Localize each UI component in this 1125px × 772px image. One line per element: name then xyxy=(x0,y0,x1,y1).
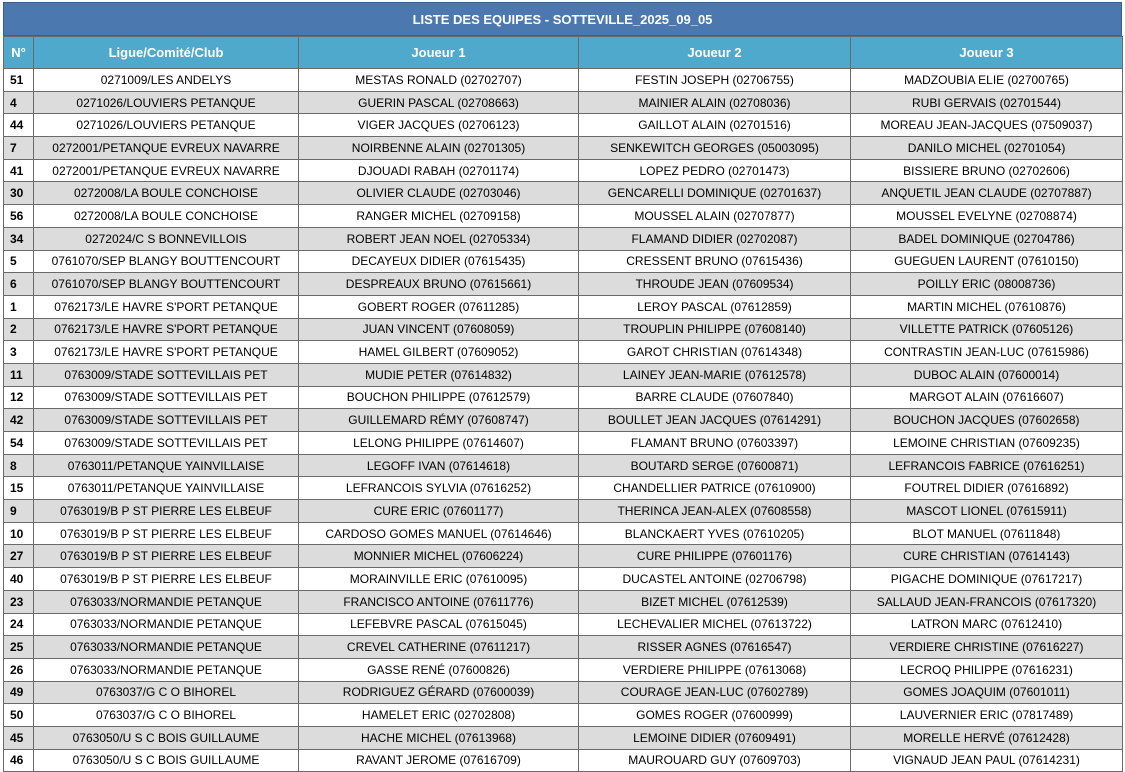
club-cell: 0763033/NORMANDIE PETANQUE xyxy=(34,613,299,636)
table-row xyxy=(4,137,1123,160)
player-1-cell: NOIRBENNE ALAIN (02701305) xyxy=(299,137,579,160)
table-row xyxy=(4,749,1123,772)
player-1-cell: DESPREAUX BRUNO (07615661) xyxy=(299,273,579,296)
table-row xyxy=(4,681,1123,704)
player-3-cell: LEMOINE CHRISTIAN (07609235) xyxy=(851,432,1123,455)
player-3-cell: VIGNAUD JEAN PAUL (07614231) xyxy=(851,749,1123,772)
team-number: 50 xyxy=(4,704,34,727)
team-number: 34 xyxy=(4,227,34,250)
table-row xyxy=(4,318,1123,341)
table-row xyxy=(4,613,1123,636)
player-3-cell: MOUSSEL EVELYNE (02708874) xyxy=(851,205,1123,228)
club-cell: 0271026/LOUVIERS PETANQUE xyxy=(34,91,299,114)
table-row xyxy=(4,500,1123,523)
player-2-cell: GAILLOT ALAIN (02701516) xyxy=(579,114,851,137)
player-1-cell: HAMEL GILBERT (07609052) xyxy=(299,341,579,364)
team-number: 26 xyxy=(4,658,34,681)
club-cell: 0763011/PETANQUE YAINVILLAISE xyxy=(34,454,299,477)
club-cell: 0763037/G C O BIHOREL xyxy=(34,681,299,704)
player-2-cell: BOULLET JEAN JACQUES (07614291) xyxy=(579,409,851,432)
team-number: 15 xyxy=(4,477,34,500)
table-row xyxy=(4,545,1123,568)
player-3-cell: LEFRANCOIS FABRICE (07616251) xyxy=(851,454,1123,477)
team-number: 12 xyxy=(4,386,34,409)
player-1-cell: RANGER MICHEL (02709158) xyxy=(299,205,579,228)
table-row xyxy=(4,386,1123,409)
player-3-cell: FOUTREL DIDIER (07616892) xyxy=(851,477,1123,500)
table-row xyxy=(4,159,1123,182)
club-cell: 0763033/NORMANDIE PETANQUE xyxy=(34,636,299,659)
club-cell: 0272024/C S BONNEVILLOIS xyxy=(34,227,299,250)
club-cell: 0763009/STADE SOTTEVILLAIS PET xyxy=(34,409,299,432)
team-number: 24 xyxy=(4,613,34,636)
table-row xyxy=(4,409,1123,432)
table-row xyxy=(4,726,1123,749)
player-2-cell: CURE PHILIPPE (07601176) xyxy=(579,545,851,568)
table-row xyxy=(4,704,1123,727)
player-2-cell: COURAGE JEAN-LUC (07602789) xyxy=(579,681,851,704)
club-cell: 0272008/LA BOULE CONCHOISE xyxy=(34,205,299,228)
club-cell: 0761070/SEP BLANGY BOUTTENCOURT xyxy=(34,273,299,296)
player-2-cell: FLAMAND DIDIER (02702087) xyxy=(579,227,851,250)
player-1-cell: ROBERT JEAN NOEL (02705334) xyxy=(299,227,579,250)
player-1-cell: DECAYEUX DIDIER (07615435) xyxy=(299,250,579,273)
player-3-cell: BLOT MANUEL (07611848) xyxy=(851,522,1123,545)
team-number: 10 xyxy=(4,522,34,545)
player-2-cell: BLANCKAERT YVES (07610205) xyxy=(579,522,851,545)
header-club: Ligue/Comité/Club xyxy=(34,37,299,69)
player-1-cell: OLIVIER CLAUDE (02703046) xyxy=(299,182,579,205)
player-3-cell: VILLETTE PATRICK (07605126) xyxy=(851,318,1123,341)
club-cell: 0271009/LES ANDELYS xyxy=(34,69,299,92)
table-row xyxy=(4,273,1123,296)
table-row xyxy=(4,477,1123,500)
player-3-cell: DUBOC ALAIN (07600014) xyxy=(851,363,1123,386)
player-2-cell: MOUSSEL ALAIN (02707877) xyxy=(579,205,851,228)
player-3-cell: GUEGUEN LAURENT (07610150) xyxy=(851,250,1123,273)
team-number: 44 xyxy=(4,114,34,137)
player-1-cell: FRANCISCO ANTOINE (07611776) xyxy=(299,590,579,613)
team-number: 30 xyxy=(4,182,34,205)
table-row xyxy=(4,636,1123,659)
table-row xyxy=(4,454,1123,477)
team-number: 1 xyxy=(4,295,34,318)
club-cell: 0763009/STADE SOTTEVILLAIS PET xyxy=(34,432,299,455)
team-number: 42 xyxy=(4,409,34,432)
team-number: 2 xyxy=(4,318,34,341)
player-2-cell: GOMES ROGER (07600999) xyxy=(579,704,851,727)
team-number: 49 xyxy=(4,681,34,704)
player-1-cell: RAVANT JEROME (07616709) xyxy=(299,749,579,772)
player-3-cell: LATRON MARC (07612410) xyxy=(851,613,1123,636)
team-number: 11 xyxy=(4,363,34,386)
player-2-cell: MAUROUARD GUY (07609703) xyxy=(579,749,851,772)
player-2-cell: LAINEY JEAN-MARIE (07612578) xyxy=(579,363,851,386)
player-2-cell: MAINIER ALAIN (02708036) xyxy=(579,91,851,114)
player-2-cell: BOUTARD SERGE (07600871) xyxy=(579,454,851,477)
player-1-cell: JUAN VINCENT (07608059) xyxy=(299,318,579,341)
team-number: 46 xyxy=(4,749,34,772)
club-cell: 0271026/LOUVIERS PETANQUE xyxy=(34,114,299,137)
club-cell: 0272001/PETANQUE EVREUX NAVARRE xyxy=(34,137,299,160)
player-2-cell: RISSER AGNES (07616547) xyxy=(579,636,851,659)
player-3-cell: SALLAUD JEAN-FRANCOIS (07617320) xyxy=(851,590,1123,613)
club-cell: 0763019/B P ST PIERRE LES ELBEUF xyxy=(34,522,299,545)
player-3-cell: MORELLE HERVÉ (07612428) xyxy=(851,726,1123,749)
player-3-cell: CONTRASTIN JEAN-LUC (07615986) xyxy=(851,341,1123,364)
player-3-cell: PIGACHE DOMINIQUE (07617217) xyxy=(851,568,1123,591)
table-row xyxy=(4,227,1123,250)
table-row xyxy=(4,91,1123,114)
club-cell: 0762173/LE HAVRE S'PORT PETANQUE xyxy=(34,341,299,364)
team-number: 6 xyxy=(4,273,34,296)
player-3-cell: POILLY ERIC (08008736) xyxy=(851,273,1123,296)
team-number: 5 xyxy=(4,250,34,273)
teams-table xyxy=(3,36,1123,772)
player-1-cell: RODRIGUEZ GÉRARD (07600039) xyxy=(299,681,579,704)
player-2-cell: LOPEZ PEDRO (02701473) xyxy=(579,159,851,182)
club-cell: 0761070/SEP BLANGY BOUTTENCOURT xyxy=(34,250,299,273)
player-3-cell: LECROQ PHILIPPE (07616231) xyxy=(851,658,1123,681)
player-2-cell: FLAMANT BRUNO (07603397) xyxy=(579,432,851,455)
player-3-cell: MOREAU JEAN-JACQUES (07509037) xyxy=(851,114,1123,137)
club-cell: 0763033/NORMANDIE PETANQUE xyxy=(34,590,299,613)
player-2-cell: TROUPLIN PHILIPPE (07608140) xyxy=(579,318,851,341)
table-row xyxy=(4,522,1123,545)
team-number: 41 xyxy=(4,159,34,182)
club-cell: 0763009/STADE SOTTEVILLAIS PET xyxy=(34,386,299,409)
team-number: 8 xyxy=(4,454,34,477)
player-2-cell: DUCASTEL ANTOINE (02706798) xyxy=(579,568,851,591)
player-1-cell: MONNIER MICHEL (07606224) xyxy=(299,545,579,568)
player-1-cell: HACHE MICHEL (07613968) xyxy=(299,726,579,749)
player-1-cell: GOBERT ROGER (07611285) xyxy=(299,295,579,318)
table-row xyxy=(4,114,1123,137)
player-2-cell: VERDIERE PHILIPPE (07613068) xyxy=(579,658,851,681)
table-row xyxy=(4,250,1123,273)
club-cell: 0762173/LE HAVRE S'PORT PETANQUE xyxy=(34,318,299,341)
club-cell: 0763011/PETANQUE YAINVILLAISE xyxy=(34,477,299,500)
team-number: 4 xyxy=(4,91,34,114)
player-1-cell: LEFRANCOIS SYLVIA (07616252) xyxy=(299,477,579,500)
table-row xyxy=(4,205,1123,228)
player-2-cell: BIZET MICHEL (07612539) xyxy=(579,590,851,613)
player-1-cell: BOUCHON PHILIPPE (07612579) xyxy=(299,386,579,409)
player-3-cell: LAUVERNIER ERIC (07817489) xyxy=(851,704,1123,727)
player-3-cell: GOMES JOAQUIM (07601011) xyxy=(851,681,1123,704)
club-cell: 0763050/U S C BOIS GUILLAUME xyxy=(34,726,299,749)
player-2-cell: CRESSENT BRUNO (07615436) xyxy=(579,250,851,273)
header-row xyxy=(4,37,1123,69)
player-3-cell: MARTIN MICHEL (07610876) xyxy=(851,295,1123,318)
club-cell: 0763050/U S C BOIS GUILLAUME xyxy=(34,749,299,772)
player-1-cell: CREVEL CATHERINE (07611217) xyxy=(299,636,579,659)
player-3-cell: BADEL DOMINIQUE (02704786) xyxy=(851,227,1123,250)
club-cell: 0763037/G C O BIHOREL xyxy=(34,704,299,727)
player-2-cell: CHANDELLIER PATRICE (07610900) xyxy=(579,477,851,500)
player-3-cell: MARGOT ALAIN (07616607) xyxy=(851,386,1123,409)
header-player-3: Joueur 3 xyxy=(851,37,1123,69)
player-3-cell: VERDIERE CHRISTINE (07616227) xyxy=(851,636,1123,659)
player-1-cell: LELONG PHILIPPE (07614607) xyxy=(299,432,579,455)
player-1-cell: LEGOFF IVAN (07614618) xyxy=(299,454,579,477)
player-2-cell: LEMOINE DIDIER (07609491) xyxy=(579,726,851,749)
table-row xyxy=(4,590,1123,613)
sheet-title: LISTE DES EQUIPES - SOTTEVILLE_2025_09_05 xyxy=(3,2,1122,36)
player-1-cell: LEFEBVRE PASCAL (07615045) xyxy=(299,613,579,636)
player-2-cell: BARRE CLAUDE (07607840) xyxy=(579,386,851,409)
player-2-cell: THERINCA JEAN-ALEX (07608558) xyxy=(579,500,851,523)
player-2-cell: THROUDE JEAN (07609534) xyxy=(579,273,851,296)
club-cell: 0763019/B P ST PIERRE LES ELBEUF xyxy=(34,545,299,568)
player-1-cell: MESTAS RONALD (02702707) xyxy=(299,69,579,92)
player-2-cell: GAROT CHRISTIAN (07614348) xyxy=(579,341,851,364)
player-1-cell: GUERIN PASCAL (02708663) xyxy=(299,91,579,114)
player-2-cell: FESTIN JOSEPH (02706755) xyxy=(579,69,851,92)
club-cell: 0762173/LE HAVRE S'PORT PETANQUE xyxy=(34,295,299,318)
team-number: 40 xyxy=(4,568,34,591)
player-3-cell: MASCOT LIONEL (07615911) xyxy=(851,500,1123,523)
header-player-1: Joueur 1 xyxy=(299,37,579,69)
player-3-cell: RUBI GERVAIS (02701544) xyxy=(851,91,1123,114)
team-number: 25 xyxy=(4,636,34,659)
club-cell: 0763033/NORMANDIE PETANQUE xyxy=(34,658,299,681)
team-number: 9 xyxy=(4,500,34,523)
team-number: 54 xyxy=(4,432,34,455)
team-number: 23 xyxy=(4,590,34,613)
table-row xyxy=(4,69,1123,92)
team-number: 45 xyxy=(4,726,34,749)
table-row xyxy=(4,295,1123,318)
player-1-cell: HAMELET ERIC (02702808) xyxy=(299,704,579,727)
player-3-cell: BISSIERE BRUNO (02702606) xyxy=(851,159,1123,182)
table-row xyxy=(4,658,1123,681)
team-number: 3 xyxy=(4,341,34,364)
player-1-cell: CARDOSO GOMES MANUEL (07614646) xyxy=(299,522,579,545)
player-3-cell: DANILO MICHEL (02701054) xyxy=(851,137,1123,160)
table-row xyxy=(4,432,1123,455)
player-1-cell: VIGER JACQUES (02706123) xyxy=(299,114,579,137)
player-1-cell: MORAINVILLE ERIC (07610095) xyxy=(299,568,579,591)
table-row xyxy=(4,568,1123,591)
club-cell: 0763009/STADE SOTTEVILLAIS PET xyxy=(34,363,299,386)
player-1-cell: DJOUADI RABAH (02701174) xyxy=(299,159,579,182)
player-3-cell: ANQUETIL JEAN CLAUDE (02707887) xyxy=(851,182,1123,205)
player-3-cell: BOUCHON JACQUES (07602658) xyxy=(851,409,1123,432)
player-1-cell: CURE ERIC (07601177) xyxy=(299,500,579,523)
player-1-cell: GUILLEMARD RÉMY (07608747) xyxy=(299,409,579,432)
table-row xyxy=(4,341,1123,364)
player-2-cell: SENKEWITCH GEORGES (05003095) xyxy=(579,137,851,160)
player-3-cell: CURE CHRISTIAN (07614143) xyxy=(851,545,1123,568)
player-2-cell: LEROY PASCAL (07612859) xyxy=(579,295,851,318)
team-number: 27 xyxy=(4,545,34,568)
player-1-cell: GASSE RENÉ (07600826) xyxy=(299,658,579,681)
team-number: 7 xyxy=(4,137,34,160)
player-3-cell: MADZOUBIA ELIE (02700765) xyxy=(851,69,1123,92)
team-list-sheet xyxy=(3,2,1122,772)
club-cell: 0763019/B P ST PIERRE LES ELBEUF xyxy=(34,568,299,591)
club-cell: 0272001/PETANQUE EVREUX NAVARRE xyxy=(34,159,299,182)
player-1-cell: MUDIE PETER (07614832) xyxy=(299,363,579,386)
player-2-cell: LECHEVALIER MICHEL (07613722) xyxy=(579,613,851,636)
team-number: 56 xyxy=(4,205,34,228)
table-row xyxy=(4,363,1123,386)
player-2-cell: GENCARELLI DOMINIQUE (02701637) xyxy=(579,182,851,205)
team-number: 51 xyxy=(4,69,34,92)
club-cell: 0272008/LA BOULE CONCHOISE xyxy=(34,182,299,205)
header-player-2: Joueur 2 xyxy=(579,37,851,69)
club-cell: 0763019/B P ST PIERRE LES ELBEUF xyxy=(34,500,299,523)
header-number: N° xyxy=(4,37,34,69)
table-row xyxy=(4,182,1123,205)
